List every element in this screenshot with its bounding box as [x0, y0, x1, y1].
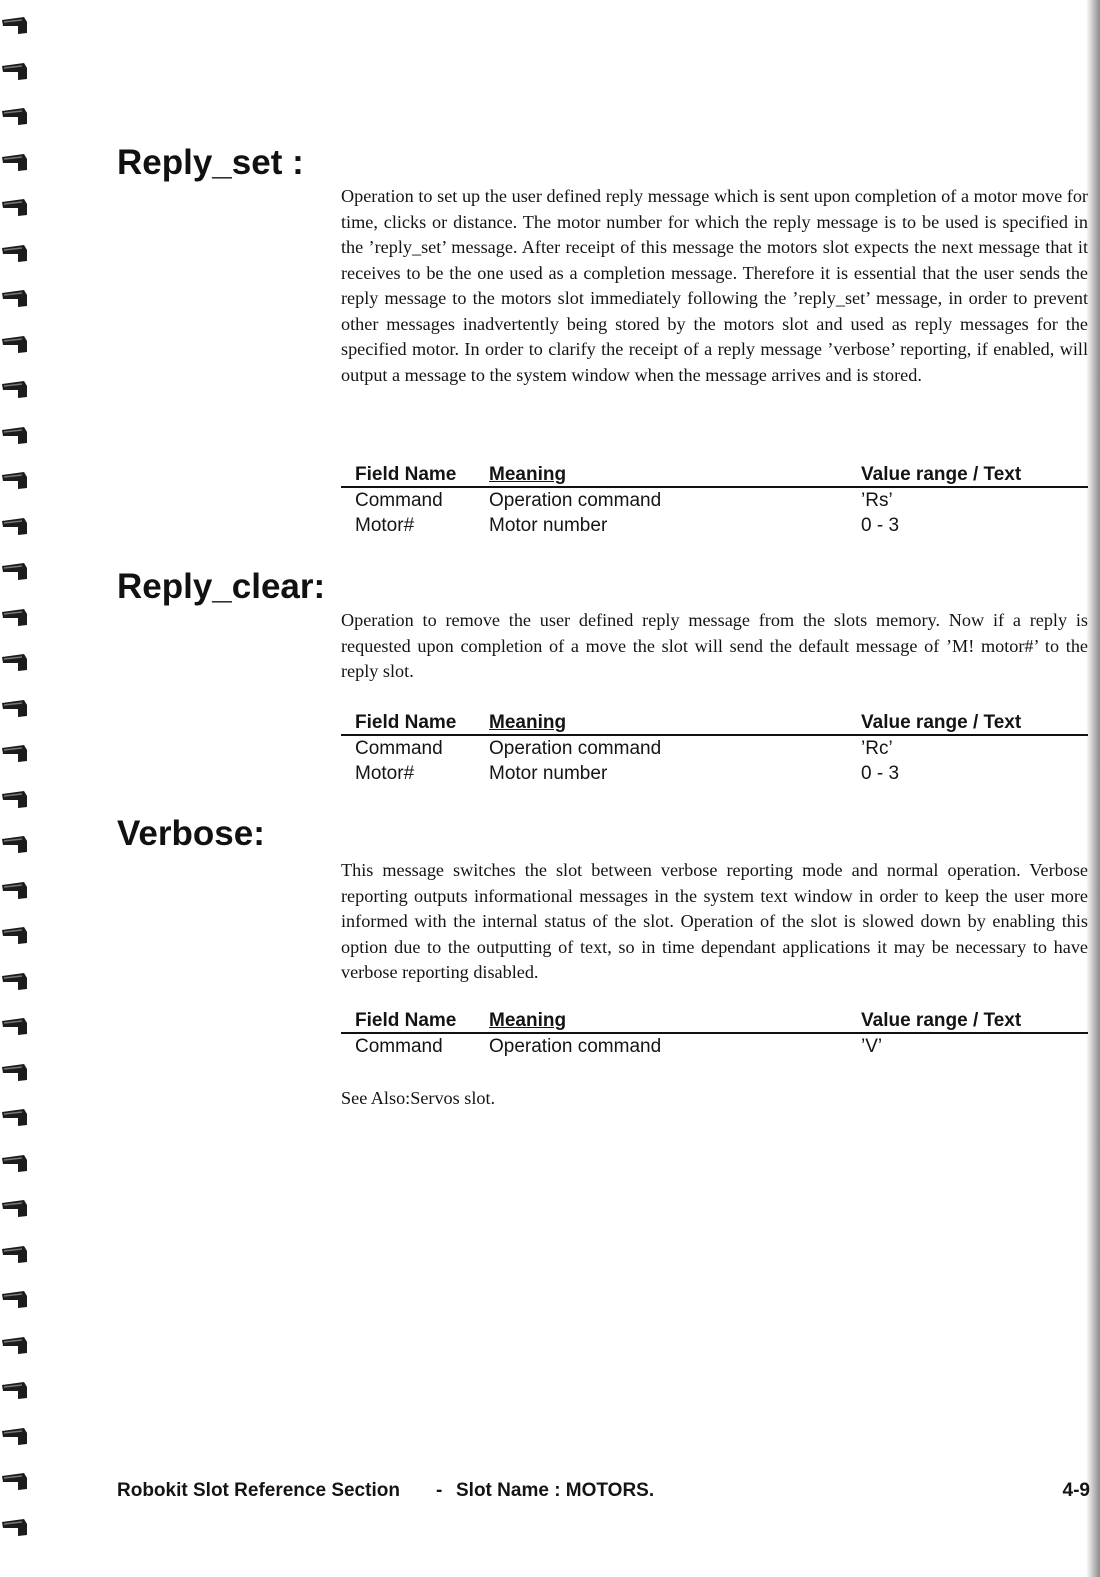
- page-edge-shadow: [1086, 0, 1100, 1577]
- binding-ring: [0, 1516, 30, 1538]
- field-name-cell: Motor#: [355, 515, 415, 536]
- reply-clear-description: Operation to remove the user defined reply message from the slots memory. Now if a reply is requested upon completion of a move the slot will send the default message of ’M! motor#’ to the reply slot.: [341, 610, 1088, 681]
- header-meaning: Meaning: [489, 1010, 567, 1031]
- header-field-name: Field Name: [355, 712, 457, 733]
- value-cell: 0 - 3: [861, 515, 900, 536]
- binding-ring: [0, 924, 30, 946]
- binding-ring: [0, 1106, 30, 1128]
- binding-ring: [0, 879, 30, 901]
- verbose-table: [341, 1008, 1088, 1059]
- verbose-description: This message switches the slot between verbose reporting mode and normal operation. Verbose reporting outputs informational messages in the system text window in order to keep the user more informed with the internal status of the slot. Operation of the slot is slowed down by enabling this option due to the outputting of text, so in time dependant applications it may be necessary to have verbose reporting disabled.: [341, 860, 1088, 982]
- footer-title: Robokit Slot Reference Section: [117, 1480, 400, 1501]
- binding-ring: [0, 1015, 30, 1037]
- field-name-cell: Command: [355, 1036, 443, 1057]
- table-row: [341, 761, 1088, 786]
- binding-ring: [0, 833, 30, 855]
- reply-set-heading: Reply_set :: [117, 143, 304, 182]
- meaning-cell: Operation command: [489, 490, 662, 511]
- binding-ring: [0, 515, 30, 537]
- binding-ring: [0, 60, 30, 82]
- footer-slot-name: Slot Name : MOTORS.: [456, 1480, 655, 1501]
- binding-ring: [0, 1425, 30, 1447]
- header-value-range: Value range / Text: [861, 712, 1022, 733]
- binding-ring: [0, 242, 30, 264]
- binding-ring: [0, 606, 30, 628]
- binding-ring: [0, 788, 30, 810]
- binding-ring: [0, 151, 30, 173]
- meaning-cell: Operation command: [489, 1036, 662, 1057]
- binding-ring: [0, 1470, 30, 1492]
- binding-ring: [0, 196, 30, 218]
- binding-ring: [0, 560, 30, 582]
- value-cell: ’Rc’: [861, 738, 893, 759]
- binding-ring: [0, 1379, 30, 1401]
- verbose-heading: Verbose:: [117, 814, 265, 853]
- reply-set-table: [341, 462, 1088, 538]
- field-name-cell: Command: [355, 490, 443, 511]
- header-value-range: Value range / Text: [861, 1010, 1022, 1031]
- header-meaning: Meaning: [489, 712, 567, 733]
- field-name-cell: Command: [355, 738, 443, 759]
- binding-ring: [0, 424, 30, 446]
- table-row: [341, 488, 1088, 513]
- table-header: [341, 462, 1088, 488]
- table-row: [341, 1034, 1088, 1059]
- reply-set-description: Operation to set up the user defined reply message which is sent upon completion of a motor move for time, clicks or distance. The motor number for which the reply message is to be used is specified in the ’reply_set’ message. After receipt of this message the motors slot expects the next message that it receives to be the one used as a completion message. Therefore it is essential that the user sends the reply message to the motors slot immediately following the ’reply_set’ message, in order to prevent other messages inadvertently being stored by the motors slot and used as reply messages for the specified motor. In order to clarify the receipt of a reply message ’verbose’ reporting, if enabled, will output a message to the system window when the message arrives and is stored.: [341, 186, 1088, 385]
- binding-ring: [0, 1061, 30, 1083]
- reply-clear-heading: Reply_clear:: [117, 567, 326, 606]
- table-row: [341, 736, 1088, 761]
- binding-ring: [0, 469, 30, 491]
- footer-separator: -: [436, 1480, 443, 1501]
- page-number: 4-9: [1062, 1480, 1090, 1501]
- binding-ring: [0, 105, 30, 127]
- reply-clear-table: [341, 710, 1088, 786]
- value-cell: ’V’: [861, 1036, 883, 1057]
- table-header: [341, 710, 1088, 736]
- binding-ring: [0, 287, 30, 309]
- header-field-name: Field Name: [355, 1010, 457, 1031]
- header-value-range: Value range / Text: [861, 464, 1022, 485]
- value-cell: 0 - 3: [861, 763, 900, 784]
- meaning-cell: Motor number: [489, 515, 608, 536]
- binding-ring: [0, 333, 30, 355]
- header-meaning: Meaning: [489, 464, 567, 485]
- binding-ring: [0, 651, 30, 673]
- binding-ring: [0, 970, 30, 992]
- value-cell: ’Rs’: [861, 490, 893, 511]
- meaning-cell: Operation command: [489, 738, 662, 759]
- binding-ring: [0, 1334, 30, 1356]
- meaning-cell: Motor number: [489, 763, 608, 784]
- binding-ring: [0, 1197, 30, 1219]
- binding-ring: [0, 14, 30, 36]
- binding-ring: [0, 697, 30, 719]
- field-name-cell: Motor#: [355, 763, 415, 784]
- binding-ring: [0, 378, 30, 400]
- binding-ring: [0, 1243, 30, 1265]
- see-also-note: See Also:Servos slot.: [341, 1088, 496, 1108]
- spiral-binding: [0, 0, 36, 1577]
- binding-ring: [0, 1288, 30, 1310]
- binding-ring: [0, 742, 30, 764]
- table-row: [341, 513, 1088, 538]
- binding-ring: [0, 1152, 30, 1174]
- table-header: [341, 1008, 1088, 1034]
- header-field-name: Field Name: [355, 464, 457, 485]
